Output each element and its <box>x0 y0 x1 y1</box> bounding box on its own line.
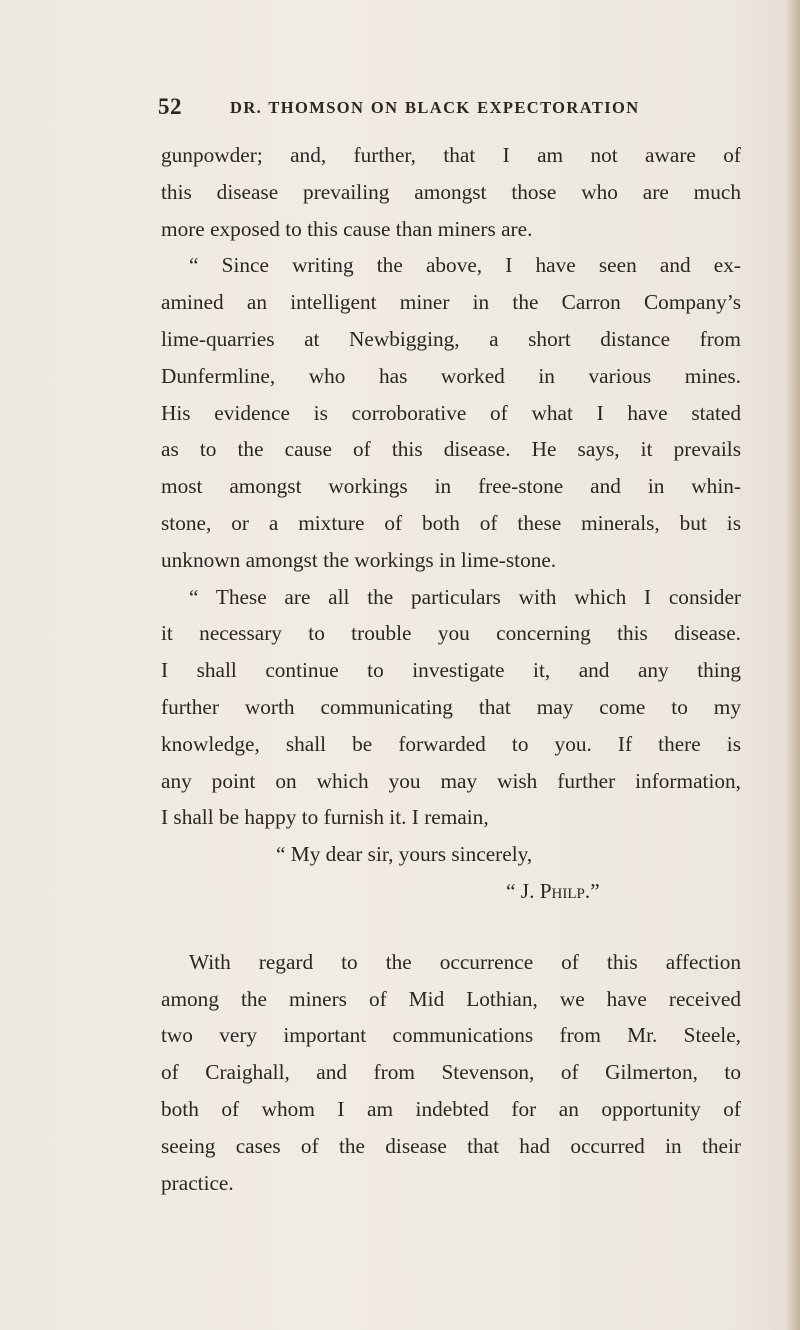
text-line: Dunfermline, who has worked in various mines. <box>161 363 741 388</box>
closing-line: “ My dear sir, yours sincerely, <box>276 842 533 867</box>
letter-closing <box>161 836 741 910</box>
text-line: amined an intelligent miner in the Carron Company’s <box>161 290 741 315</box>
signature: “ J. Philp.” <box>506 878 600 903</box>
text-line: I shall be happy to furnish it. I remain, <box>161 805 489 830</box>
page-edge-shadow <box>786 0 800 1330</box>
text-line: gunpowder; and, further, that I am not aware of <box>161 143 741 167</box>
text-line: seeing cases of the disease that had occurred in their <box>161 1133 741 1158</box>
text-line: “ These are all the particulars with which I consider <box>189 584 741 609</box>
text-line: stone, or a mixture of both of these minerals, but is <box>161 510 741 535</box>
text-line: lime-quarries at Newbigging, a short distance from <box>161 326 741 351</box>
text-line: most amongst workings in free-stone and in whin- <box>161 474 741 499</box>
body-text <box>161 137 741 1201</box>
paragraph-3 <box>161 579 741 837</box>
page-header <box>0 94 800 124</box>
text-line: With regard to the occurrence of this affection <box>189 949 741 974</box>
text-line: both of whom I am indebted for an opportunity of <box>161 1096 741 1121</box>
text-line: I shall continue to investigate it, and any thing <box>161 658 741 683</box>
text-line: among the miners of Mid Lothian, we have received <box>161 986 741 1011</box>
text-line: as to the cause of this disease. He says, it prevails <box>161 437 741 462</box>
text-line: this disease prevailing amongst those who are much <box>161 179 741 204</box>
page-number: 52 <box>158 94 182 119</box>
paragraph-1 <box>161 137 741 247</box>
text-line: more exposed to this cause than miners are. <box>161 216 533 241</box>
paragraph-4 <box>161 944 741 1202</box>
text-line: of Craighall, and from Stevenson, of Gilmerton, to <box>161 1060 741 1085</box>
text-line: practice. <box>161 1170 234 1195</box>
text-line: further worth communicating that may come to my <box>161 694 741 719</box>
text-line: His evidence is corroborative of what I have stated <box>161 400 741 425</box>
text-line: knowledge, shall be forwarded to you. If there is <box>161 731 741 756</box>
paragraph-gap <box>161 910 741 944</box>
text-line: any point on which you may wish further information, <box>161 768 741 793</box>
paragraph-2 <box>161 247 741 578</box>
text-line: two very important communications from Mr. Steele, <box>161 1023 741 1048</box>
text-line: “ Since writing the above, I have seen and ex- <box>189 253 741 278</box>
running-head: DR. THOMSON ON BLACK EXPECTORATION <box>230 98 640 117</box>
text-line: unknown amongst the workings in lime-stone. <box>161 547 557 572</box>
text-line: it necessary to trouble you concerning this disease. <box>161 621 741 646</box>
